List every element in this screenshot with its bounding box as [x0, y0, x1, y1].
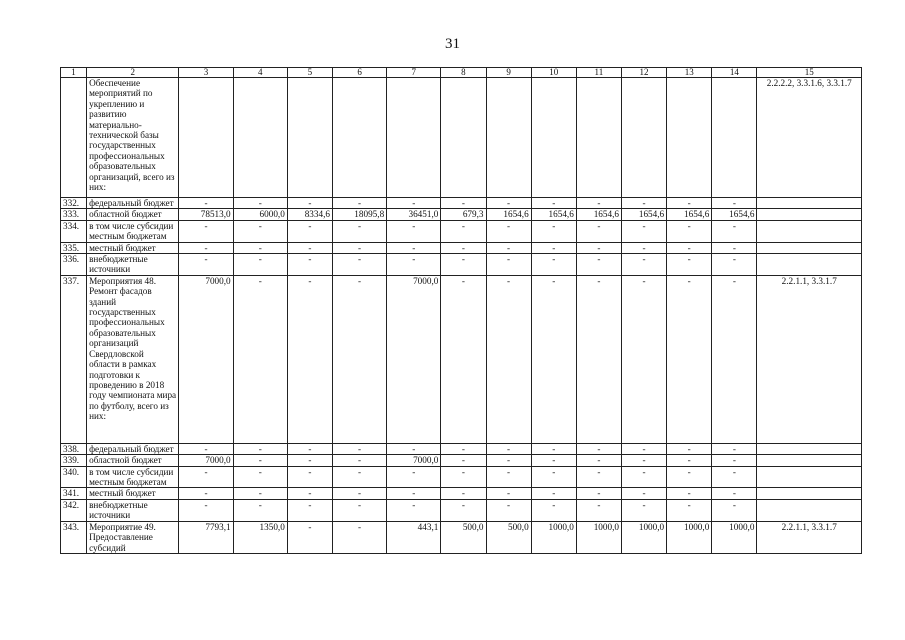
- value-cell: -: [287, 499, 332, 521]
- value-cell: -: [712, 242, 757, 253]
- value-cell: -: [387, 254, 441, 276]
- header-row: [61, 68, 862, 78]
- value-cell: [576, 78, 621, 198]
- value-cell: -: [486, 242, 531, 253]
- value-cell: 1000,0: [531, 521, 576, 553]
- value-cell: -: [486, 466, 531, 488]
- row-number: 341.: [61, 488, 87, 499]
- target-ref: [757, 466, 862, 488]
- value-cell: -: [621, 198, 666, 209]
- row-number: 337.: [61, 275, 87, 443]
- row-name: Мероприятия 48. Ремонт фасадов зданий государственных профессиональных образовательных организаций Свердловской области в рамках подготовки к проведению в 2018 году чемпионата мира по футболу, всего из них:: [87, 275, 179, 443]
- value-cell: 7000,0: [387, 275, 441, 443]
- value-cell: 7000,0: [387, 455, 441, 466]
- value-cell: -: [179, 466, 233, 488]
- value-cell: -: [287, 443, 332, 454]
- value-cell: -: [621, 455, 666, 466]
- header-cell: 2: [87, 68, 179, 78]
- value-cell: -: [233, 254, 287, 276]
- value-cell: [179, 78, 233, 198]
- value-cell: -: [486, 499, 531, 521]
- value-cell: -: [712, 254, 757, 276]
- value-cell: -: [233, 499, 287, 521]
- value-cell: -: [621, 242, 666, 253]
- value-cell: -: [531, 254, 576, 276]
- value-cell: -: [441, 499, 486, 521]
- value-cell: -: [576, 242, 621, 253]
- header-cell: 7: [387, 68, 441, 78]
- value-cell: 1654,6: [667, 209, 712, 220]
- value-cell: -: [531, 499, 576, 521]
- table-row: [61, 78, 862, 198]
- value-cell: -: [712, 499, 757, 521]
- value-cell: 1654,6: [576, 209, 621, 220]
- value-cell: -: [576, 198, 621, 209]
- row-number: 340.: [61, 466, 87, 488]
- row-name: областной бюджет: [87, 209, 179, 220]
- value-cell: -: [179, 198, 233, 209]
- table-row: [61, 275, 862, 443]
- value-cell: -: [441, 198, 486, 209]
- value-cell: -: [287, 488, 332, 499]
- value-cell: -: [667, 466, 712, 488]
- value-cell: -: [486, 488, 531, 499]
- value-cell: -: [332, 466, 386, 488]
- value-cell: -: [179, 220, 233, 242]
- value-cell: -: [441, 488, 486, 499]
- value-cell: -: [233, 488, 287, 499]
- value-cell: -: [287, 455, 332, 466]
- value-cell: -: [486, 455, 531, 466]
- page-number: 31: [445, 36, 460, 52]
- value-cell: -: [531, 242, 576, 253]
- row-name: местный бюджет: [87, 242, 179, 253]
- row-number: 334.: [61, 220, 87, 242]
- value-cell: -: [486, 198, 531, 209]
- value-cell: -: [233, 275, 287, 443]
- value-cell: -: [531, 455, 576, 466]
- header-cell: 12: [621, 68, 666, 78]
- value-cell: 78513,0: [179, 209, 233, 220]
- value-cell: -: [621, 275, 666, 443]
- value-cell: -: [667, 455, 712, 466]
- value-cell: -: [667, 220, 712, 242]
- value-cell: -: [667, 499, 712, 521]
- value-cell: -: [233, 242, 287, 253]
- table-row: [61, 443, 862, 454]
- value-cell: -: [441, 242, 486, 253]
- table-row: [61, 220, 862, 242]
- table-row: [61, 466, 862, 488]
- row-number: 332.: [61, 198, 87, 209]
- value-cell: -: [621, 466, 666, 488]
- value-cell: -: [712, 455, 757, 466]
- value-cell: [332, 78, 386, 198]
- value-cell: -: [287, 275, 332, 443]
- row-name: в том числе субсидии местным бюджетам: [87, 220, 179, 242]
- value-cell: -: [667, 443, 712, 454]
- value-cell: -: [179, 443, 233, 454]
- value-cell: -: [387, 488, 441, 499]
- value-cell: -: [332, 455, 386, 466]
- header-cell: 11: [576, 68, 621, 78]
- value-cell: -: [486, 443, 531, 454]
- value-cell: [441, 78, 486, 198]
- value-cell: -: [486, 275, 531, 443]
- target-ref: [757, 242, 862, 253]
- value-cell: -: [332, 198, 386, 209]
- value-cell: 8334,6: [287, 209, 332, 220]
- row-name: федеральный бюджет: [87, 443, 179, 454]
- value-cell: [712, 78, 757, 198]
- value-cell: -: [576, 275, 621, 443]
- value-cell: -: [531, 466, 576, 488]
- value-cell: 7000,0: [179, 455, 233, 466]
- target-ref: [757, 209, 862, 220]
- value-cell: 679,3: [441, 209, 486, 220]
- value-cell: -: [576, 488, 621, 499]
- value-cell: -: [387, 220, 441, 242]
- value-cell: [531, 78, 576, 198]
- value-cell: 6000,0: [233, 209, 287, 220]
- value-cell: -: [233, 443, 287, 454]
- value-cell: -: [179, 488, 233, 499]
- value-cell: 7793,1: [179, 521, 233, 553]
- row-name: внебюджетные источники: [87, 499, 179, 521]
- row-name: федеральный бюджет: [87, 198, 179, 209]
- value-cell: 1654,6: [486, 209, 531, 220]
- budget-table: [60, 67, 862, 554]
- target-ref: 2.2.2.2, 3.3.1.6, 3.3.1.7: [757, 78, 862, 198]
- value-cell: -: [179, 242, 233, 253]
- value-cell: -: [332, 488, 386, 499]
- value-cell: -: [332, 443, 386, 454]
- value-cell: -: [387, 466, 441, 488]
- value-cell: -: [712, 466, 757, 488]
- value-cell: 7000,0: [179, 275, 233, 443]
- value-cell: 1000,0: [712, 521, 757, 553]
- value-cell: -: [667, 488, 712, 499]
- header-cell: 6: [332, 68, 386, 78]
- value-cell: -: [233, 455, 287, 466]
- row-number: 336.: [61, 254, 87, 276]
- value-cell: -: [667, 254, 712, 276]
- value-cell: -: [287, 220, 332, 242]
- value-cell: 1654,6: [621, 209, 666, 220]
- target-ref: 2.2.1.1, 3.3.1.7: [757, 521, 862, 553]
- value-cell: -: [179, 254, 233, 276]
- header-cell: 8: [441, 68, 486, 78]
- value-cell: -: [332, 499, 386, 521]
- value-cell: -: [332, 521, 386, 553]
- value-cell: -: [576, 455, 621, 466]
- value-cell: -: [621, 488, 666, 499]
- value-cell: -: [576, 443, 621, 454]
- value-cell: -: [486, 254, 531, 276]
- row-number: 343.: [61, 521, 87, 553]
- value-cell: -: [621, 254, 666, 276]
- table-row: [61, 488, 862, 499]
- value-cell: -: [387, 499, 441, 521]
- value-cell: -: [332, 254, 386, 276]
- value-cell: -: [621, 443, 666, 454]
- row-number: 342.: [61, 499, 87, 521]
- value-cell: -: [486, 220, 531, 242]
- value-cell: [486, 78, 531, 198]
- target-ref: [757, 254, 862, 276]
- header-cell: 10: [531, 68, 576, 78]
- row-name: внебюджетные источники: [87, 254, 179, 276]
- header-cell: 4: [233, 68, 287, 78]
- value-cell: -: [441, 220, 486, 242]
- value-cell: -: [576, 466, 621, 488]
- row-name: местный бюджет: [87, 488, 179, 499]
- value-cell: -: [441, 466, 486, 488]
- value-cell: -: [233, 466, 287, 488]
- row-name: Обеспечение мероприятий по укреплению и развитию материально-технической базы государственных профессиональных образовательных организаций, всего из них:: [87, 78, 179, 198]
- value-cell: -: [531, 198, 576, 209]
- value-cell: -: [576, 499, 621, 521]
- header-cell: 13: [667, 68, 712, 78]
- value-cell: -: [287, 198, 332, 209]
- value-cell: -: [576, 220, 621, 242]
- value-cell: -: [531, 443, 576, 454]
- target-ref: [757, 220, 862, 242]
- row-number: 333.: [61, 209, 87, 220]
- row-name: Мероприятие 49. Предоставление субсидий: [87, 521, 179, 553]
- table-row: [61, 521, 862, 553]
- value-cell: -: [531, 488, 576, 499]
- value-cell: -: [332, 220, 386, 242]
- value-cell: 500,0: [441, 521, 486, 553]
- value-cell: 1000,0: [576, 521, 621, 553]
- value-cell: -: [712, 198, 757, 209]
- target-ref: [757, 443, 862, 454]
- value-cell: -: [287, 254, 332, 276]
- target-ref: [757, 499, 862, 521]
- row-name: областной бюджет: [87, 455, 179, 466]
- row-number: [61, 78, 87, 198]
- value-cell: -: [233, 198, 287, 209]
- value-cell: -: [667, 275, 712, 443]
- row-number: 338.: [61, 443, 87, 454]
- value-cell: [621, 78, 666, 198]
- value-cell: -: [712, 220, 757, 242]
- value-cell: [287, 78, 332, 198]
- row-name: в том числе субсидии местным бюджетам: [87, 466, 179, 488]
- value-cell: -: [441, 254, 486, 276]
- value-cell: -: [712, 443, 757, 454]
- value-cell: -: [712, 275, 757, 443]
- target-ref: [757, 455, 862, 466]
- value-cell: -: [667, 198, 712, 209]
- target-ref: [757, 488, 862, 499]
- value-cell: -: [712, 488, 757, 499]
- value-cell: -: [667, 242, 712, 253]
- target-ref: 2.2.1.1, 3.3.1.7: [757, 275, 862, 443]
- table-row: [61, 242, 862, 253]
- value-cell: -: [332, 275, 386, 443]
- header-cell: 15: [757, 68, 862, 78]
- value-cell: -: [332, 242, 386, 253]
- value-cell: -: [233, 220, 287, 242]
- value-cell: -: [576, 254, 621, 276]
- value-cell: [387, 78, 441, 198]
- table-row: [61, 254, 862, 276]
- value-cell: -: [387, 198, 441, 209]
- header-cell: 3: [179, 68, 233, 78]
- value-cell: -: [179, 499, 233, 521]
- value-cell: -: [287, 242, 332, 253]
- value-cell: [233, 78, 287, 198]
- value-cell: -: [287, 466, 332, 488]
- header-cell: 9: [486, 68, 531, 78]
- header-cell: 14: [712, 68, 757, 78]
- table-row: [61, 198, 862, 209]
- value-cell: -: [441, 455, 486, 466]
- value-cell: 18095,8: [332, 209, 386, 220]
- value-cell: 443,1: [387, 521, 441, 553]
- value-cell: 1350,0: [233, 521, 287, 553]
- value-cell: -: [387, 443, 441, 454]
- value-cell: -: [287, 521, 332, 553]
- value-cell: 1000,0: [621, 521, 666, 553]
- value-cell: 500,0: [486, 521, 531, 553]
- value-cell: 1000,0: [667, 521, 712, 553]
- row-number: 335.: [61, 242, 87, 253]
- value-cell: -: [387, 242, 441, 253]
- header-cell: 1: [61, 68, 87, 78]
- target-ref: [757, 198, 862, 209]
- value-cell: -: [441, 275, 486, 443]
- value-cell: 1654,6: [712, 209, 757, 220]
- value-cell: -: [531, 275, 576, 443]
- table-row: [61, 499, 862, 521]
- value-cell: -: [531, 220, 576, 242]
- value-cell: 1654,6: [531, 209, 576, 220]
- header-cell: 5: [287, 68, 332, 78]
- value-cell: -: [621, 499, 666, 521]
- value-cell: [667, 78, 712, 198]
- table-row: [61, 455, 862, 466]
- row-number: 339.: [61, 455, 87, 466]
- table-row: [61, 209, 862, 220]
- value-cell: -: [621, 220, 666, 242]
- value-cell: 36451,0: [387, 209, 441, 220]
- value-cell: -: [441, 443, 486, 454]
